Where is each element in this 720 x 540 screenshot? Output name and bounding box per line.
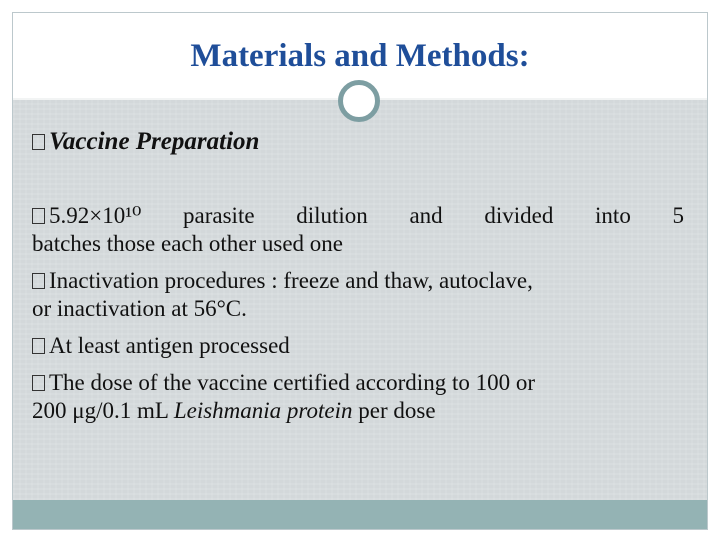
subheading — [32, 126, 259, 158]
subheading-text: Vaccine Preparation — [49, 128, 260, 155]
organism-name: Leishmania protein — [173, 398, 353, 423]
list-item-line — [49, 369, 684, 397]
list-item-line — [49, 332, 684, 360]
list-item-text: At least antigen processed — [49, 333, 290, 358]
list-item-line — [49, 202, 684, 230]
dose-text: 200 μg/0.1 mL — [32, 398, 174, 423]
list-item-continuation: or inactivation at 56°C. — [32, 296, 247, 321]
list-item — [32, 267, 684, 323]
list-item-text: 5.92×10¹⁰ parasite dilution and divided into 5 — [49, 203, 684, 228]
box-bullet-icon — [32, 134, 45, 150]
list-item-text: Inactivation procedures : freeze and thaw, autoclave, — [49, 268, 533, 293]
list-item-continuation — [32, 397, 684, 425]
box-bullet-icon — [32, 208, 45, 224]
slide-title: Materials and Methods: — [190, 38, 530, 74]
box-bullet-icon — [32, 375, 45, 391]
dose-suffix: per dose — [352, 398, 436, 423]
list-item — [32, 332, 684, 360]
box-bullet-icon — [32, 338, 45, 354]
list-item-text: The dose of the vaccine certified according to 100 or — [49, 370, 535, 395]
bullet-list — [32, 202, 684, 434]
list-item-continuation: batches those each other used one — [32, 231, 344, 256]
box-bullet-icon — [32, 273, 45, 289]
list-item — [32, 369, 684, 425]
list-item-line — [49, 267, 684, 295]
footer-bar — [13, 500, 707, 529]
ring-icon — [338, 80, 380, 122]
list-item — [32, 202, 684, 258]
